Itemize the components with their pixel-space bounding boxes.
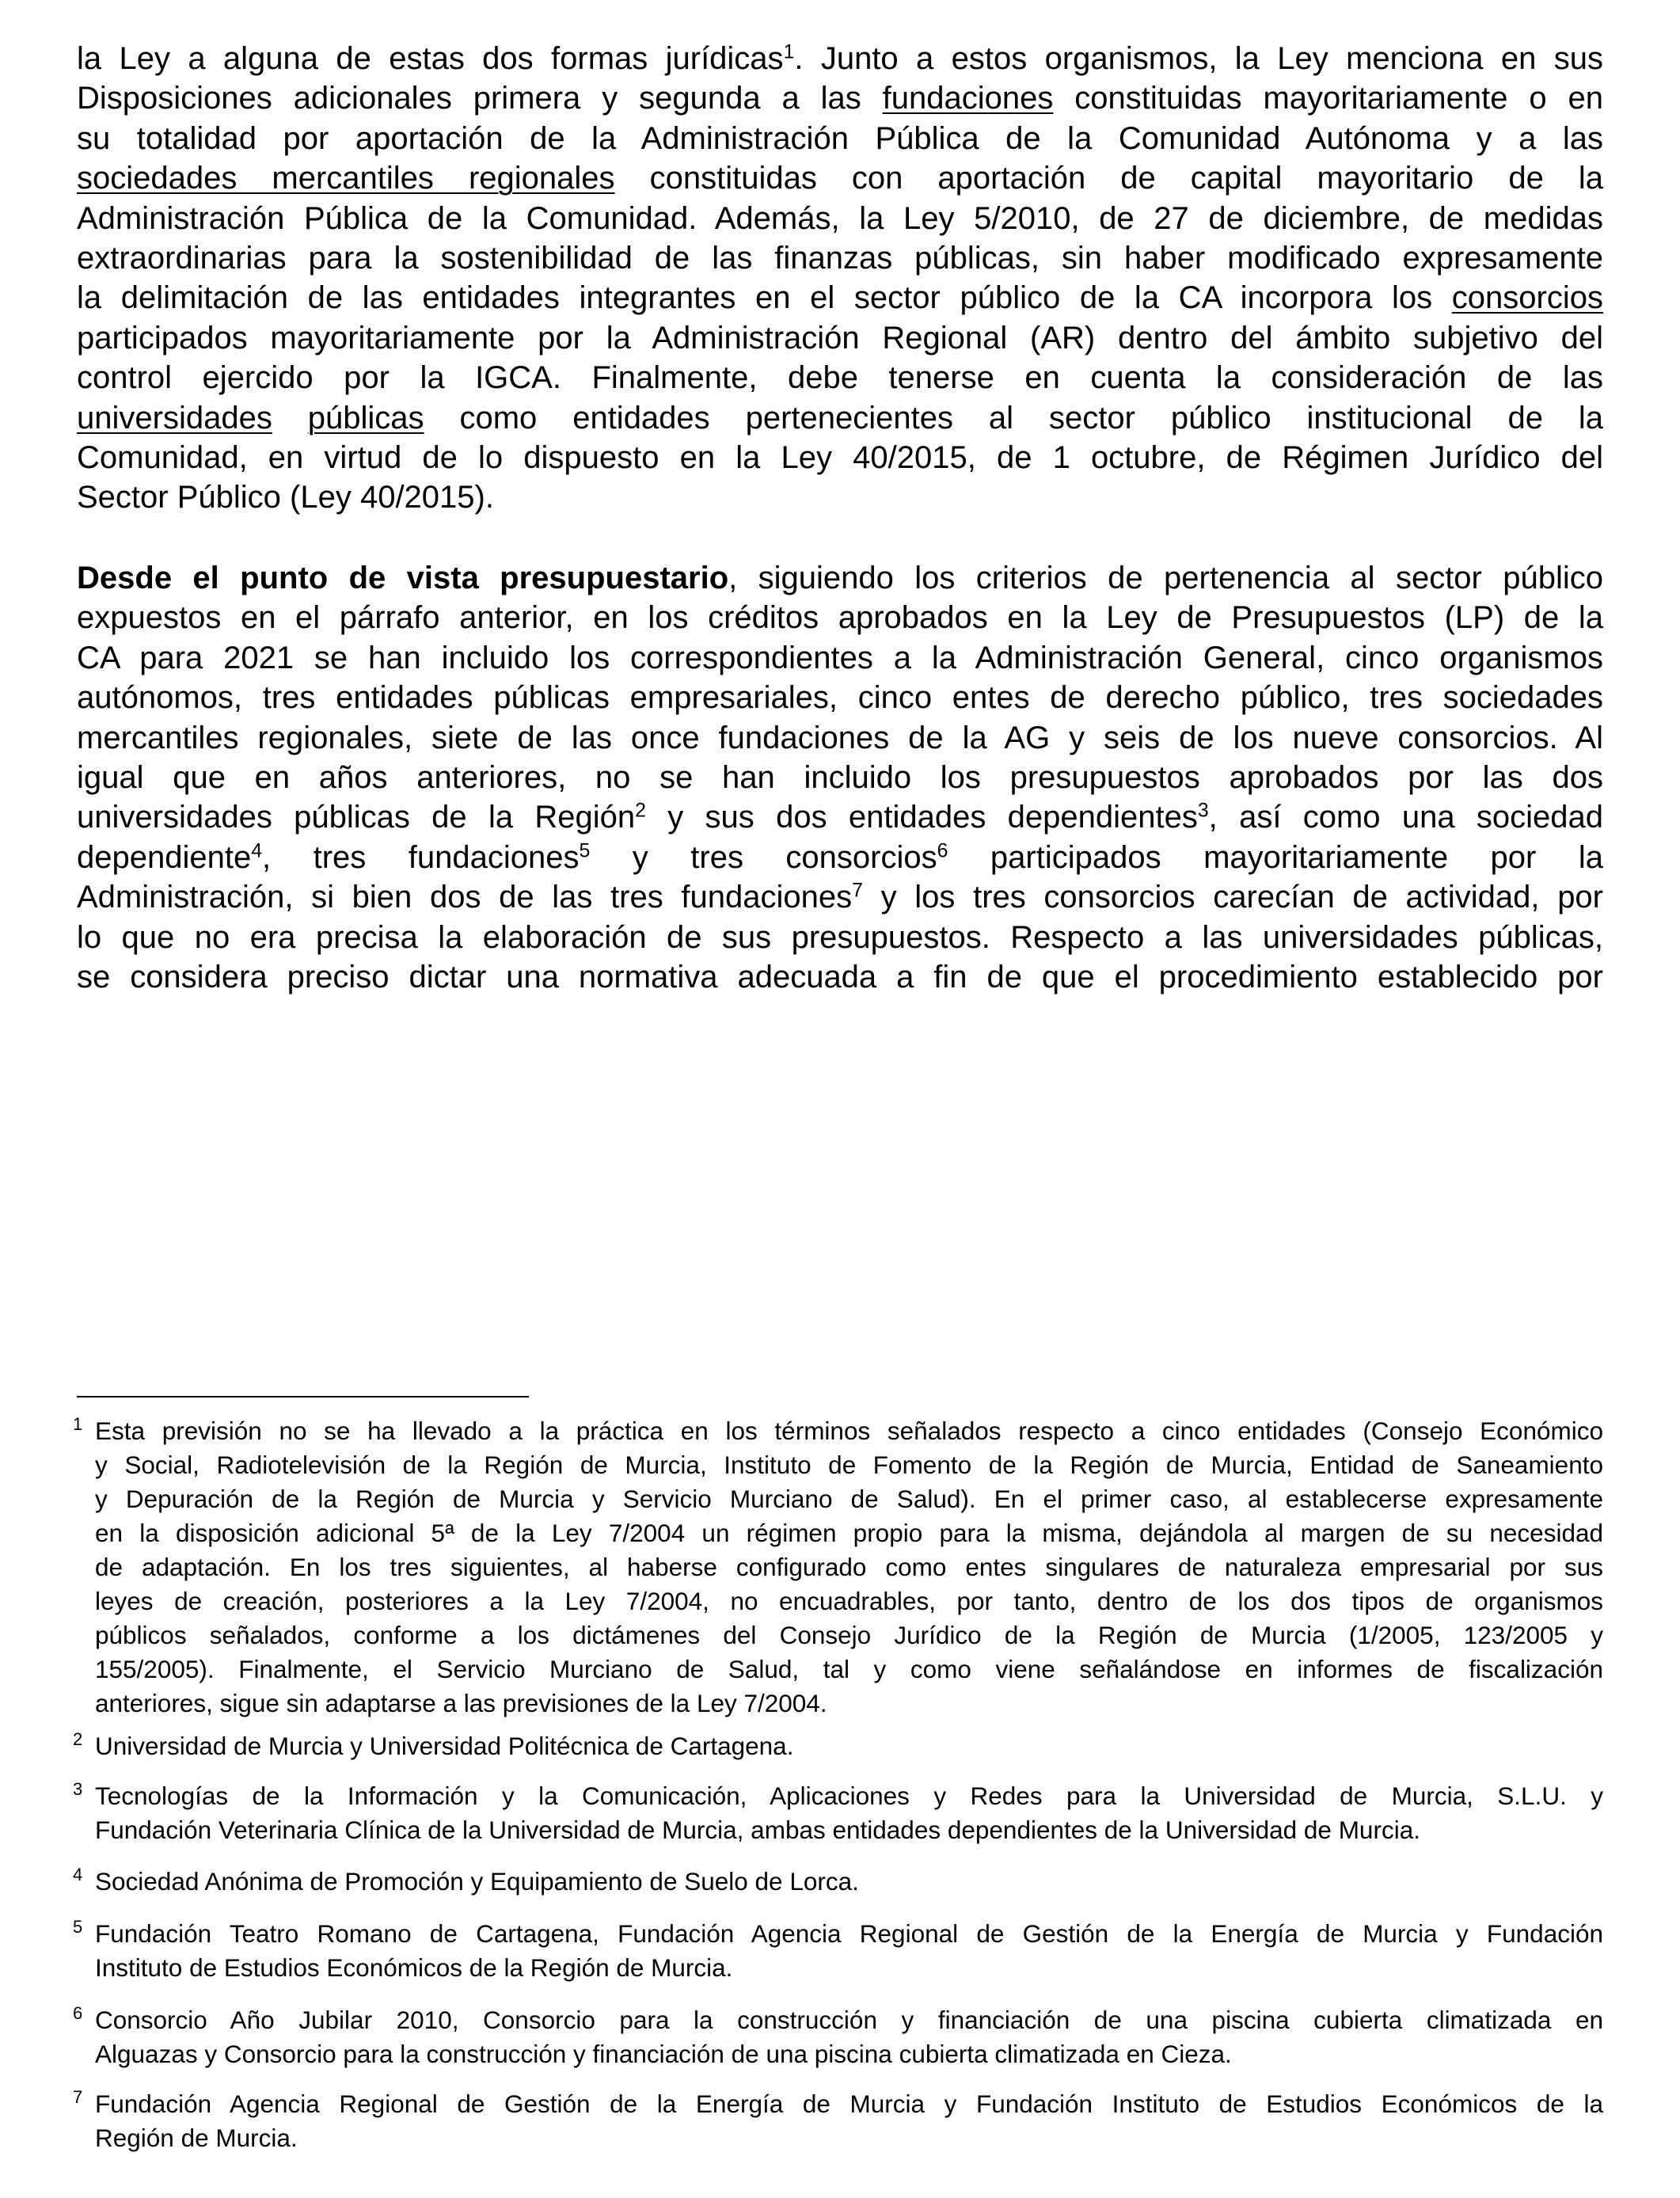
text-line [77, 199, 1603, 238]
paragraph-punto-de-vista-presupuestario [77, 558, 1603, 997]
text-line [95, 1917, 1603, 1951]
text-run: mercantiles regionales, siete de las once fundaciones de la AG y seis de los nueve consorcios. Al [77, 720, 1603, 755]
text-run: Fundación Teatro Romano de Cartagena, Fundación Agencia Regional de Gestión de la Energía de Murcia y Fundación [95, 1919, 1603, 1948]
text-line [95, 1951, 1603, 1985]
footnote-text [95, 1779, 1603, 1847]
text-run: participados mayoritariamente por la [948, 839, 1603, 875]
text-line [95, 2121, 1603, 2155]
text-line [77, 119, 1603, 158]
text-line [77, 278, 1603, 318]
footnote-1 [73, 1414, 1603, 1721]
text-run: extraordinarias para la sostenibilidad de las finanzas públicas, sin haber modificado expresamente [77, 240, 1603, 276]
footnote-6 [73, 2003, 1603, 2071]
footnote-reference: 3 [1197, 800, 1209, 822]
text-run: Administración Pública de la Comunidad. Además, la Ley 5/2010, de 27 de diciembre, de medidas [77, 200, 1603, 236]
text-line [77, 877, 1603, 917]
text-run: constituidas mayoritariamente o en [1053, 81, 1603, 116]
text-run: Tecnologías de la Información y la Comunicación, Aplicaciones y Redes para la Universidad de Murcia, S.L.U. y [95, 1782, 1603, 1810]
text-line [77, 358, 1603, 397]
text-run: Instituto de Estudios Económicos de la Región de Murcia. [95, 1953, 733, 1982]
text-line [77, 678, 1603, 717]
text-run: y los tres consorcios carecían de actividad, por [862, 880, 1604, 915]
text-run: , tres fundaciones [262, 839, 580, 875]
text-line [77, 918, 1603, 957]
text-run: Consorcio Año Jubilar 2010, Consorcio para la construcción y financiación de una piscina cubierta climatizada en [95, 2006, 1603, 2034]
bold-lead: Desde el punto de vista presupuestario [77, 561, 729, 595]
text-line [77, 78, 1603, 118]
text-line [77, 638, 1603, 678]
footnote-reference: 5 [579, 840, 591, 862]
text-line [95, 1779, 1603, 1813]
text-line [95, 1482, 1603, 1516]
footnote-number: 3 [73, 1779, 83, 1799]
text-line [95, 2087, 1603, 2121]
text-run: control ejercido por la IGCA. Finalmente, debe tenerse en cuenta la consideración de las [77, 360, 1603, 396]
text-run: de adaptación. En los tres siguientes, al haberse configurado como entes singulares de naturaleza empresarial por sus [95, 1553, 1603, 1581]
text-run: lo que no era precisa la elaboración de sus presupuestos. Respecto a las universidades públicas, [77, 919, 1603, 955]
text-run: constituidas con aportación de capital mayoritario de la [614, 161, 1604, 196]
text-run: Comunidad, en virtud de lo dispuesto en la Ley 40/2015, de 1 octubre, de Régimen Jurídico del [77, 439, 1603, 475]
text-run: Disposiciones adicionales primera y segunda a las [77, 81, 883, 116]
text-run: en la disposición adicional 5ª de la Ley 7/2004 un régimen propio para la misma, dejándola al margen de su necesidad [95, 1519, 1603, 1547]
footnote-text [95, 1414, 1603, 1721]
text-run: y Social, Radiotelevisión de la Región de Murcia, Instituto de Fomento de la Región de Murcia, Entidad de Saneamiento [95, 1451, 1603, 1479]
text-line [77, 398, 1603, 438]
text-line [77, 758, 1603, 797]
text-run: leyes de creación, posteriores a la Ley 7/2004, no encuadrables, por tanto, dentro de los dos tipos de organismos [95, 1587, 1603, 1615]
text-line [95, 1448, 1603, 1482]
text-run: su totalidad por aportación de la Administración Pública de la Comunidad Autónoma y a las [77, 120, 1603, 156]
text-line [95, 2003, 1603, 2037]
text-line [95, 1652, 1603, 1687]
footnote-reference: 1 [783, 41, 795, 63]
text-run: públicos señalados, conforme a los dictámenes del Consejo Jurídico de la Región de Murcia (1/2005, 123/2005 y [95, 1621, 1603, 1649]
footnote-reference: 6 [937, 840, 948, 862]
text-run: . Junto a estos organismos, la Ley menciona en sus [794, 41, 1603, 76]
text-run: Universidad de Murcia y Universidad Politécnica de Cartagena. [95, 1732, 794, 1760]
footnote-number: 7 [73, 2087, 83, 2107]
text-line [95, 1618, 1603, 1652]
footnote-number: 2 [73, 1729, 83, 1749]
text-run: Región de Murcia. [95, 2124, 298, 2152]
text-run: 155/2005). Finalmente, el Servicio Murciano de Salud, tal y como viene señalándose en informes de fiscalización [95, 1655, 1603, 1683]
text-run: Alguazas y Consorcio para la construcción y financiación de una piscina cubierta climatizada en Cieza. [95, 2040, 1232, 2068]
text-line [95, 1813, 1603, 1847]
text-line [77, 39, 1603, 78]
text-line [77, 477, 1603, 517]
text-line [77, 838, 1603, 877]
footnote-3 [73, 1779, 1603, 1847]
text-run: como entidades pertenecientes al sector público institucional de la [424, 400, 1603, 435]
footnote-7 [73, 2087, 1603, 2155]
text-line [77, 718, 1603, 758]
footnote-text [95, 1865, 1603, 1899]
footnote-number: 1 [73, 1414, 83, 1434]
text-line [95, 2037, 1603, 2071]
footnote-reference: 7 [852, 880, 863, 902]
footnote-reference: 4 [251, 840, 263, 862]
text-run [272, 401, 308, 435]
text-run: la delimitación de las entidades integrantes en el sector público de la CA incorpora los [77, 280, 1452, 316]
footnote-5 [73, 1917, 1603, 1985]
underlined-term: universidades [77, 400, 272, 435]
underlined-term: fundaciones [882, 81, 1054, 116]
text-run: participados mayoritariamente por la Administración Regional (AR) dentro del ámbito subjetivo del [77, 320, 1603, 356]
text-line [95, 1729, 1603, 1763]
text-run: Fundación Agencia Regional de Gestión de la Energía de Murcia y Fundación Instituto de Estudios Económicos de la [95, 2090, 1603, 2118]
text-run: dependiente [77, 839, 252, 875]
footnote-2 [73, 1729, 1603, 1763]
text-run: y Depuración de la Región de Murcia y Servicio Murciano de Salud). En el primer caso, al establecerse expresamente [95, 1485, 1603, 1513]
paragraph-sector-publico [77, 39, 1603, 518]
text-line [77, 318, 1603, 358]
text-run: Fundación Veterinaria Clínica de la Universidad de Murcia, ambas entidades dependientes de la Universidad de Murcia. [95, 1816, 1420, 1844]
underlined-term: sociedades mercantiles regionales [77, 161, 615, 196]
text-run: autónomos, tres entidades públicas empresariales, cinco entes de derecho público, tres sociedades [77, 680, 1603, 716]
text-line [95, 1865, 1603, 1899]
footnote-reference: 2 [635, 800, 646, 822]
underlined-term: consorcios [1451, 280, 1603, 316]
footnote-text [95, 1729, 1603, 1763]
text-line [77, 957, 1603, 997]
text-run: y sus dos entidades dependientes [645, 800, 1198, 835]
footnote-text [95, 2003, 1603, 2071]
text-line [77, 238, 1603, 278]
text-run: expuestos en el párrafo anterior, en los créditos aprobados en la Ley de Presupuestos (LP) de la [77, 600, 1603, 636]
footnote-text [95, 2087, 1603, 2155]
underlined-term: públicas [307, 400, 424, 435]
footnote-4 [73, 1865, 1603, 1899]
text-line [77, 797, 1603, 837]
footnote-separator [77, 1396, 529, 1398]
footnote-number: 4 [73, 1865, 83, 1884]
text-run: Administración, si bien dos de las tres fundaciones [77, 880, 853, 915]
text-run: CA para 2021 se han incluido los correspondientes a la Administración General, cinco organismos [77, 640, 1603, 675]
text-line [77, 558, 1603, 598]
text-line [95, 1516, 1603, 1550]
text-run: , siguiendo los criterios de pertenencia al sector público [728, 561, 1603, 595]
text-line [77, 598, 1603, 637]
text-line [95, 1584, 1603, 1618]
footnote-text [95, 1917, 1603, 1985]
text-run: Esta previsión no se ha llevado a la práctica en los términos señalados respecto a cinco entidades (Consejo Económico [95, 1417, 1603, 1445]
text-line [95, 1414, 1603, 1448]
text-run: Sociedad Anónima de Promoción y Equipamiento de Suelo de Lorca. [95, 1867, 859, 1896]
text-run: y tres consorcios [590, 839, 937, 875]
text-line [95, 1550, 1603, 1584]
text-line [77, 158, 1603, 198]
text-line [95, 1687, 1603, 1721]
text-line [77, 438, 1603, 477]
text-run: universidades públicas de la Región [77, 800, 636, 835]
text-run: la Ley a alguna de estas dos formas jurídicas [77, 41, 784, 76]
text-run: , así como una sociedad [1208, 800, 1604, 835]
text-run: Sector Público (Ley 40/2015). [77, 480, 494, 515]
text-run: anteriores, sigue sin adaptarse a las previsiones de la Ley 7/2004. [95, 1689, 827, 1717]
footnote-number: 5 [73, 1917, 83, 1937]
text-run: se considera preciso dictar una normativa adecuada a fin de que el procedimiento establecido por [77, 959, 1603, 994]
footnote-number: 6 [73, 2003, 83, 2023]
text-run: igual que en años anteriores, no se han incluido los presupuestos aprobados por las dos [77, 759, 1603, 795]
